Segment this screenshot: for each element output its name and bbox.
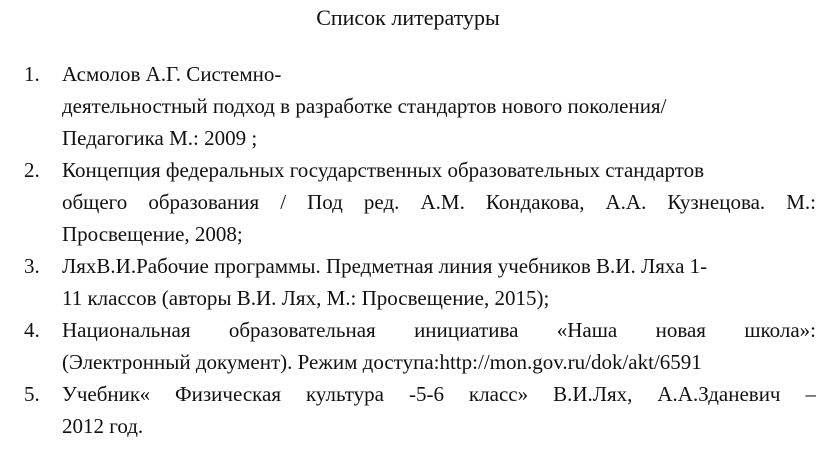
reference-line: Учебник« Физическая культура -5-6 класс» В.И.Лях, А.А.Зданевич – (62, 382, 816, 406)
reference-line: Концепция федеральных государственных образовательных стандартов (62, 158, 705, 182)
reference-item-3 (24, 250, 816, 314)
reference-line: деятельностный подход в разработке стандартов нового поколения/ (62, 94, 667, 118)
reference-item-1 (24, 58, 816, 154)
reference-line: ЛяхВ.И.Рабочие программы. Предметная линия учебников В.И. Ляха 1- (62, 254, 708, 278)
reference-line: Национальная образовательная инициатива «Наша новая школа»: (62, 318, 816, 342)
reference-item-4 (24, 314, 816, 378)
reference-line: Асмолов А.Г. Системно- (62, 62, 282, 86)
reference-line: Педагогика М.: 2009 ; (62, 126, 258, 150)
reference-line: (Электронный документ). Режим доступа:http://mon.gov.ru/dok/akt/6591 (62, 350, 702, 374)
reference-number: 2. (24, 158, 40, 182)
reference-line: 2012 год. (62, 414, 144, 438)
reference-line: Просвещение, 2008; (62, 222, 243, 246)
reference-number: 3. (24, 254, 40, 278)
reference-number: 5. (24, 382, 40, 406)
reference-item-2 (24, 154, 816, 250)
reference-item-5 (24, 378, 816, 442)
reference-line: 11 классов (авторы В.И. Лях, М.: Просвещение, 2015); (62, 286, 550, 310)
page-title: Список литературы (316, 5, 500, 30)
reference-line: общего образования / Под ред. А.М. Кондакова, А.А. Кузнецова. М.: (62, 190, 816, 214)
reference-number: 1. (24, 62, 40, 86)
reference-number: 4. (24, 318, 40, 342)
